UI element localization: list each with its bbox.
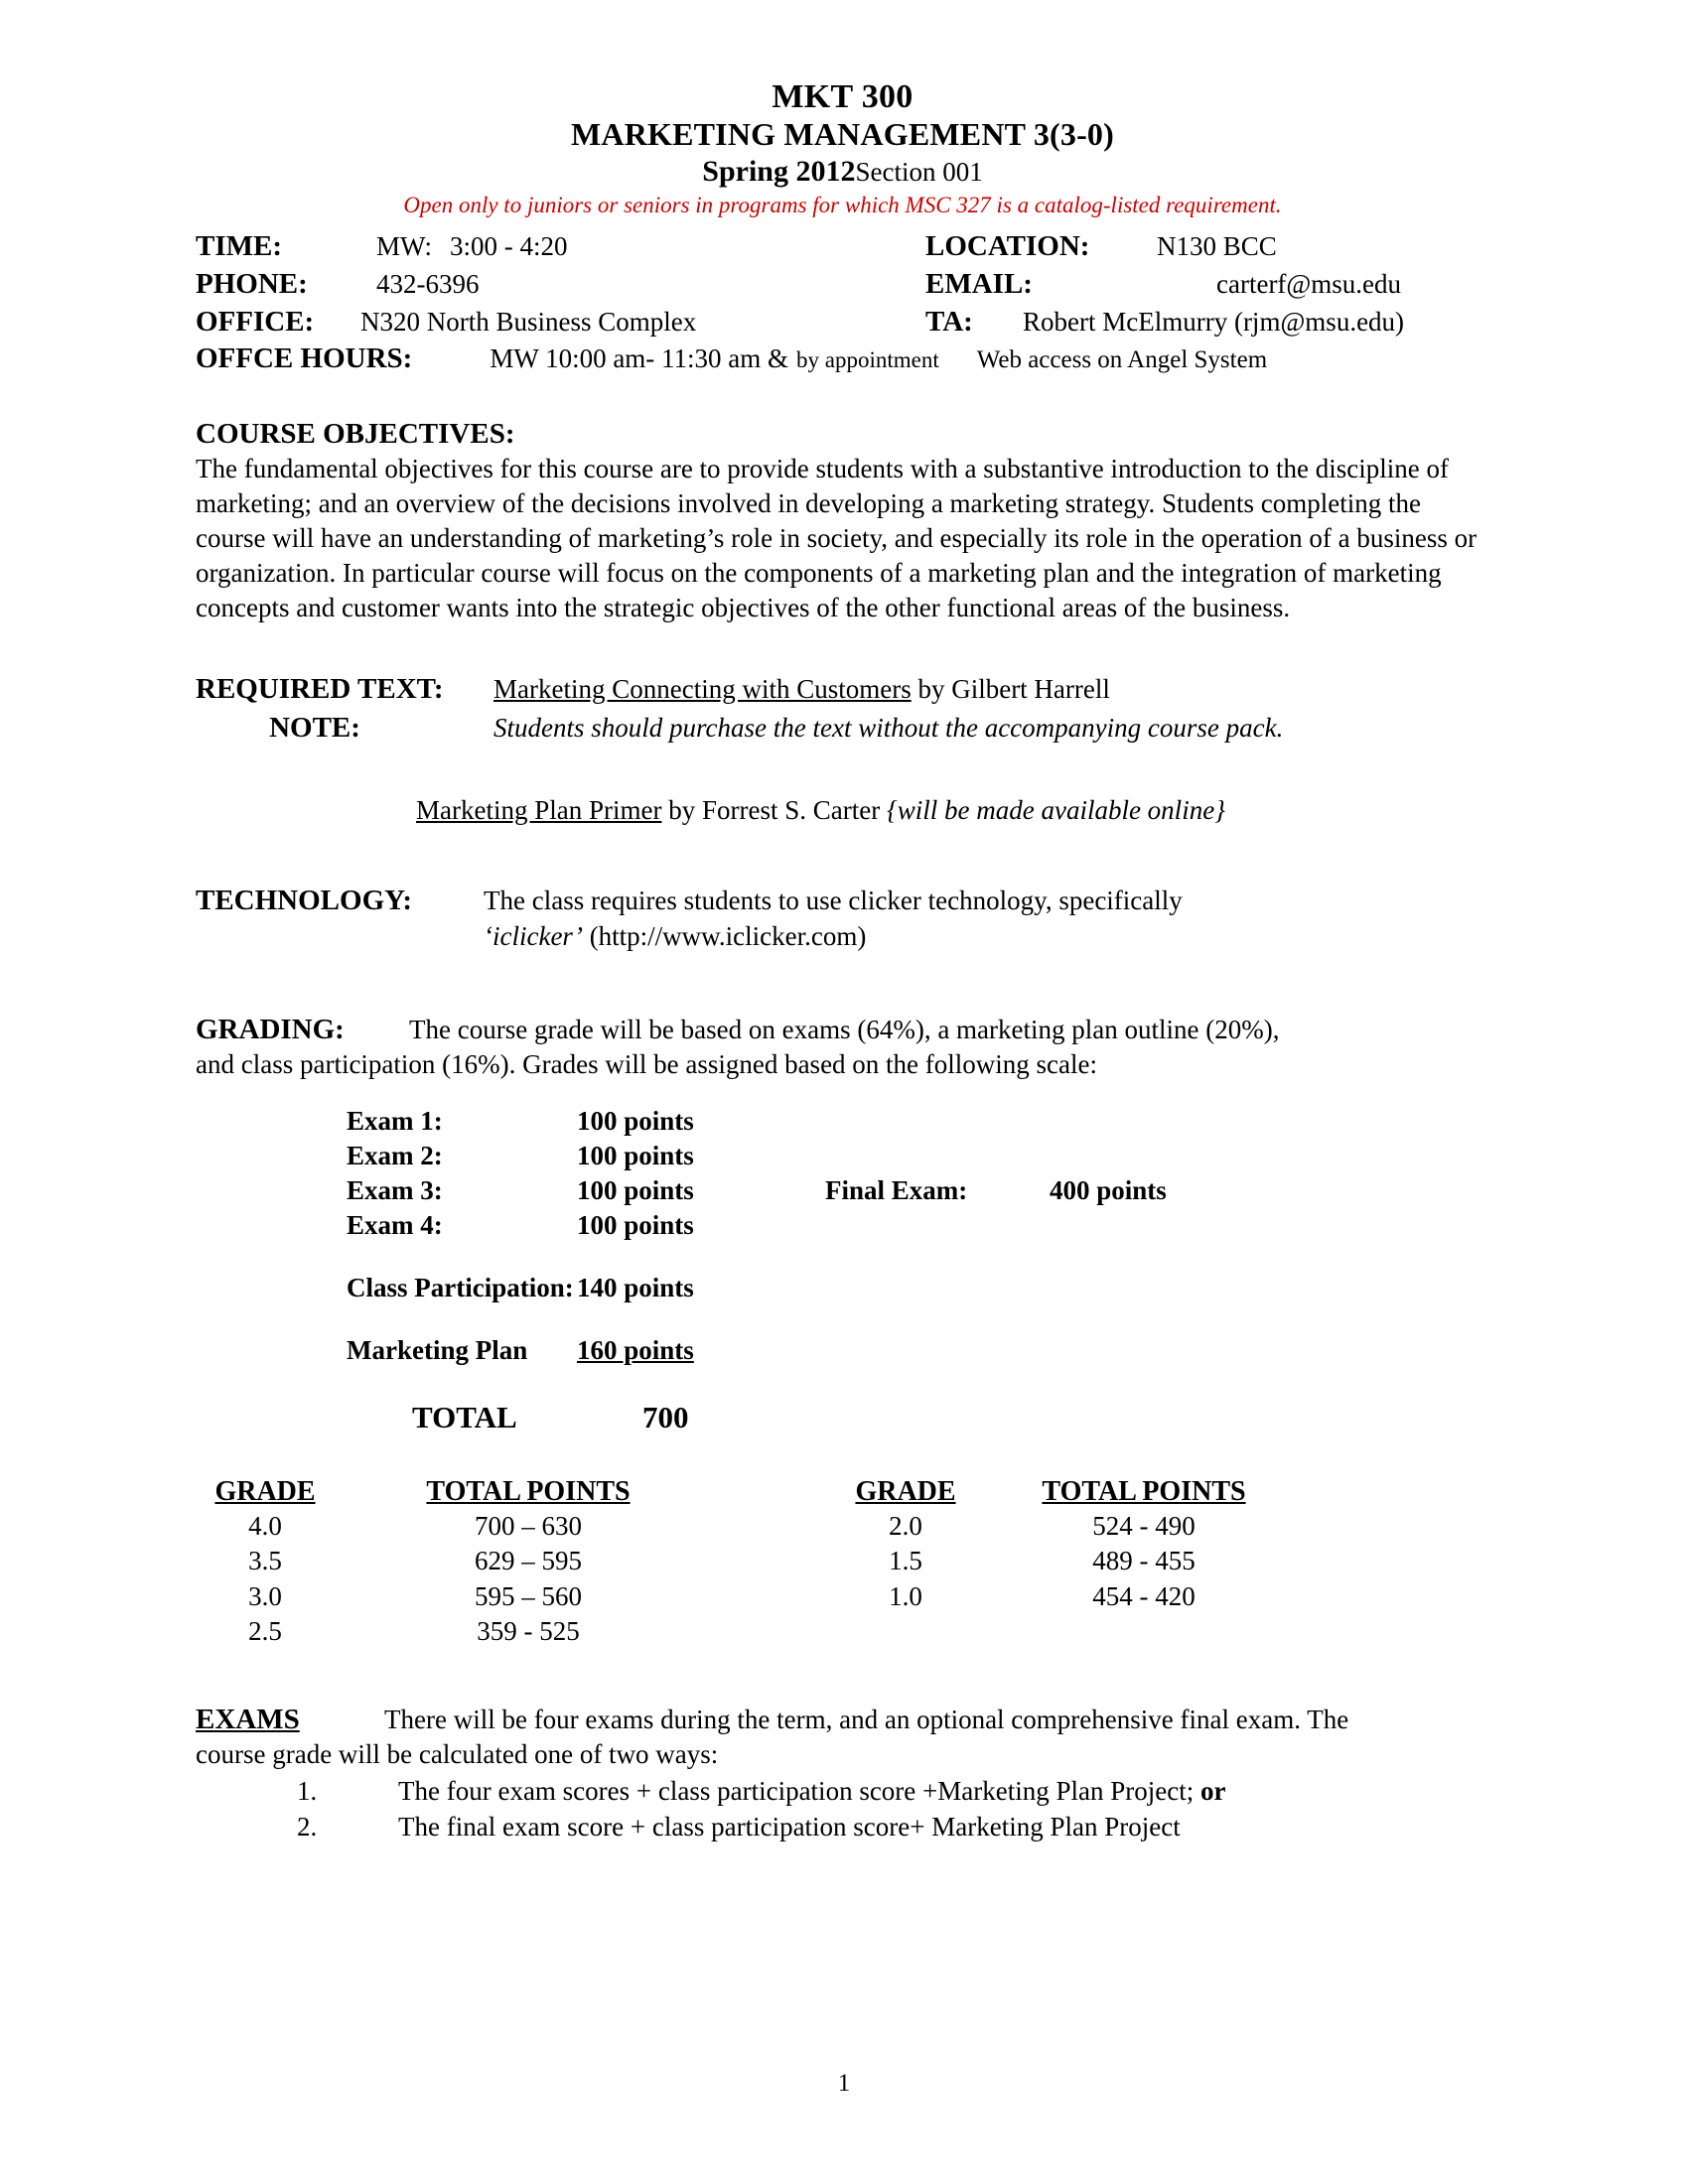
total-points-column-header: TOTAL POINTS	[1042, 1475, 1246, 1507]
grade-column-header: GRADE	[214, 1475, 316, 1507]
points-row-value: 100 points	[577, 1105, 694, 1136]
time-days: MW:	[376, 231, 432, 262]
class-participation-label: Class Participation:	[347, 1273, 574, 1303]
section-label: Section 001	[855, 156, 983, 187]
info-row-time-location	[196, 228, 1489, 266]
points-row	[196, 1104, 1489, 1139]
points-range-cell: 454 - 420	[1092, 1580, 1196, 1611]
exam-calculation-options	[196, 1774, 1489, 1844]
marketing-plan-label: Marketing Plan	[347, 1335, 528, 1366]
time-value: 3:00 - 4:20	[450, 231, 568, 262]
course-info-block	[196, 228, 1489, 378]
points-row-value: 100 points	[577, 1140, 694, 1170]
points-breakdown-table	[196, 1104, 1489, 1438]
note-text: Students should purchase the text without the accompanying course pack.	[493, 712, 1284, 743]
grade-scale-left-column	[196, 1474, 831, 1649]
grade-cell: 2.0	[889, 1511, 922, 1542]
exams-intro-text-2: course grade will be calculated one of two ways:	[196, 1738, 719, 1769]
page-number: 1	[837, 2070, 851, 2097]
ta-label: TA:	[925, 305, 973, 338]
list-item-text-plain: The four exam scores + class participation score +Marketing Plan Project;	[398, 1775, 1200, 1806]
marketing-plan-value: 160 points	[577, 1335, 694, 1366]
list-item-text-plain: The final exam score + class participation score+ Marketing Plan Project	[398, 1811, 1181, 1842]
total-label: TOTAL	[412, 1400, 517, 1435]
points-row-name: Exam 3:	[347, 1174, 443, 1205]
exams-intro-line-1	[196, 1703, 1489, 1737]
list-item-index: 2.	[297, 1811, 318, 1842]
location-label: LOCATION:	[925, 230, 1090, 263]
required-text-block	[196, 672, 1489, 826]
office-value: N320 North Business Complex	[360, 306, 697, 337]
document-header	[196, 77, 1489, 190]
grade-scale-table	[196, 1474, 1489, 1649]
grade-cell: 4.0	[248, 1511, 282, 1542]
points-row	[196, 1208, 1489, 1243]
exams-intro-text-1: There will be four exams during the term, and an optional comprehensive final exam. The	[384, 1704, 1349, 1734]
points-range-cell: 629 – 595	[475, 1546, 582, 1576]
final-exam-label: Final Exam:	[825, 1174, 968, 1205]
required-text-note-line	[196, 711, 1489, 746]
points-row-name: Exam 2:	[347, 1140, 443, 1170]
points-row	[196, 1173, 1489, 1208]
points-row-name: Exam 1:	[347, 1105, 443, 1136]
grade-scale-right-column	[831, 1474, 1308, 1649]
office-hours-value: MW 10:00 am- 11:30 am &	[490, 343, 789, 374]
class-participation-value: 140 points	[577, 1273, 694, 1303]
total-value: 700	[642, 1400, 689, 1435]
technology-line-1: The class requires students to use clicker technology, specifically	[484, 885, 1183, 915]
course-code: MKT 300	[772, 78, 914, 115]
list-item	[196, 1774, 1489, 1810]
points-range-cell: 524 - 490	[1092, 1511, 1196, 1542]
grading-label: GRADING:	[196, 1013, 345, 1045]
course-objectives-heading: COURSE OBJECTIVES:	[196, 418, 515, 451]
points-range-cell: 359 - 525	[477, 1615, 580, 1646]
primer-title: Marketing Plan Primer	[416, 794, 662, 825]
note-label: NOTE:	[269, 711, 360, 744]
points-range-cell: 489 - 455	[1092, 1546, 1196, 1576]
technology-label: TECHNOLOGY:	[196, 884, 413, 916]
technology-block	[196, 884, 1489, 955]
points-row-value: 100 points	[577, 1174, 694, 1205]
primer-author: by Forrest S. Carter	[661, 794, 887, 825]
list-item	[196, 1810, 1489, 1845]
grading-intro-text-1: The course grade will be based on exams (64%), a marketing plan outline (20%),	[409, 1014, 1280, 1044]
info-row-office-hours	[196, 341, 1489, 378]
class-participation-row	[196, 1271, 1489, 1305]
location-value: N130 BCC	[1157, 231, 1277, 262]
list-item-text	[398, 1774, 1225, 1810]
final-exam-value: 400 points	[1050, 1174, 1167, 1205]
phone-label: PHONE:	[196, 267, 308, 300]
office-label: OFFICE:	[196, 305, 315, 338]
phone-value: 432-6396	[376, 268, 480, 299]
technology-body	[484, 884, 1183, 955]
list-item-index: 1.	[297, 1775, 318, 1806]
time-label: TIME:	[196, 230, 282, 263]
info-row-phone-email	[196, 266, 1489, 304]
info-row-office-ta	[196, 304, 1489, 341]
points-row	[196, 1139, 1489, 1173]
points-range-cell: 700 – 630	[475, 1511, 582, 1542]
grade-cell: 1.5	[889, 1546, 922, 1576]
required-text-title: Marketing Connecting with Customers	[493, 673, 912, 704]
points-row-name: Exam 4:	[347, 1209, 443, 1240]
grade-cell: 3.0	[248, 1580, 282, 1611]
office-hours-label: OFFCE HOURS:	[196, 342, 413, 375]
spacer	[196, 1243, 1489, 1271]
total-points-column-header: TOTAL POINTS	[426, 1475, 631, 1507]
email-label: EMAIL:	[925, 267, 1033, 300]
clicker-name: ‘iclicker’	[484, 920, 583, 951]
enrollment-restriction-note: Open only to juniors or seniors in programs for which MSC 327 is a catalog-listed requirement.	[403, 192, 1282, 217]
grade-cell: 2.5	[248, 1615, 282, 1646]
ta-value: Robert McElmurry (rjm@msu.edu)	[1023, 306, 1405, 337]
grading-intro-line-1	[196, 1013, 1489, 1047]
course-title: MARKETING MANAGEMENT 3(3-0)	[570, 116, 1114, 153]
exams-block	[196, 1703, 1489, 1844]
list-item-text-bold: or	[1199, 1775, 1226, 1806]
grade-cell: 1.0	[889, 1580, 922, 1611]
course-objectives-body: The fundamental objectives for this course are to provide students with a substantive introduction to the discipline of marketing; and an overview of the decisions involved in developing a marketing strategy. Students completing the course will have an understanding of marketing’s role in society, and especially its role in the operation of a business or organization. In particular course will focus on the components of a marketing plan and the integration of marketing concepts and customer wants into the strategic objectives of the other functional areas of the business.	[196, 454, 1477, 623]
office-hours-appointment: by appointment	[796, 347, 939, 373]
primer-availability-note: {will be made available online}	[886, 794, 1225, 825]
required-text-line	[196, 672, 1489, 707]
total-points-row	[196, 1398, 1489, 1437]
primer-line	[196, 795, 1489, 826]
required-text-value	[493, 672, 1110, 707]
marketing-plan-row	[196, 1333, 1489, 1368]
grading-intro-text-2: and class participation (16%). Grades will be assigned based on the following scale:	[196, 1048, 1097, 1079]
email-value: carterf@msu.edu	[1216, 268, 1402, 299]
points-row-value: 100 points	[577, 1209, 694, 1240]
points-range-cell: 595 – 560	[475, 1580, 582, 1611]
required-text-author: by Gilbert Harrell	[911, 673, 1110, 704]
required-text-label: REQUIRED TEXT:	[196, 672, 444, 705]
exams-label: EXAMS	[196, 1703, 300, 1735]
clicker-url: (http://www.iclicker.com)	[582, 920, 867, 951]
term-label: Spring 2012	[702, 154, 856, 188]
spacer	[196, 1305, 1489, 1333]
grade-column-header: GRADE	[855, 1475, 956, 1507]
grade-cell: 3.5	[248, 1546, 282, 1576]
list-item-text	[398, 1810, 1181, 1845]
term-line	[196, 154, 1489, 190]
grading-block	[196, 1013, 1489, 1438]
office-hours-web-access: Web access on Angel System	[976, 346, 1268, 374]
